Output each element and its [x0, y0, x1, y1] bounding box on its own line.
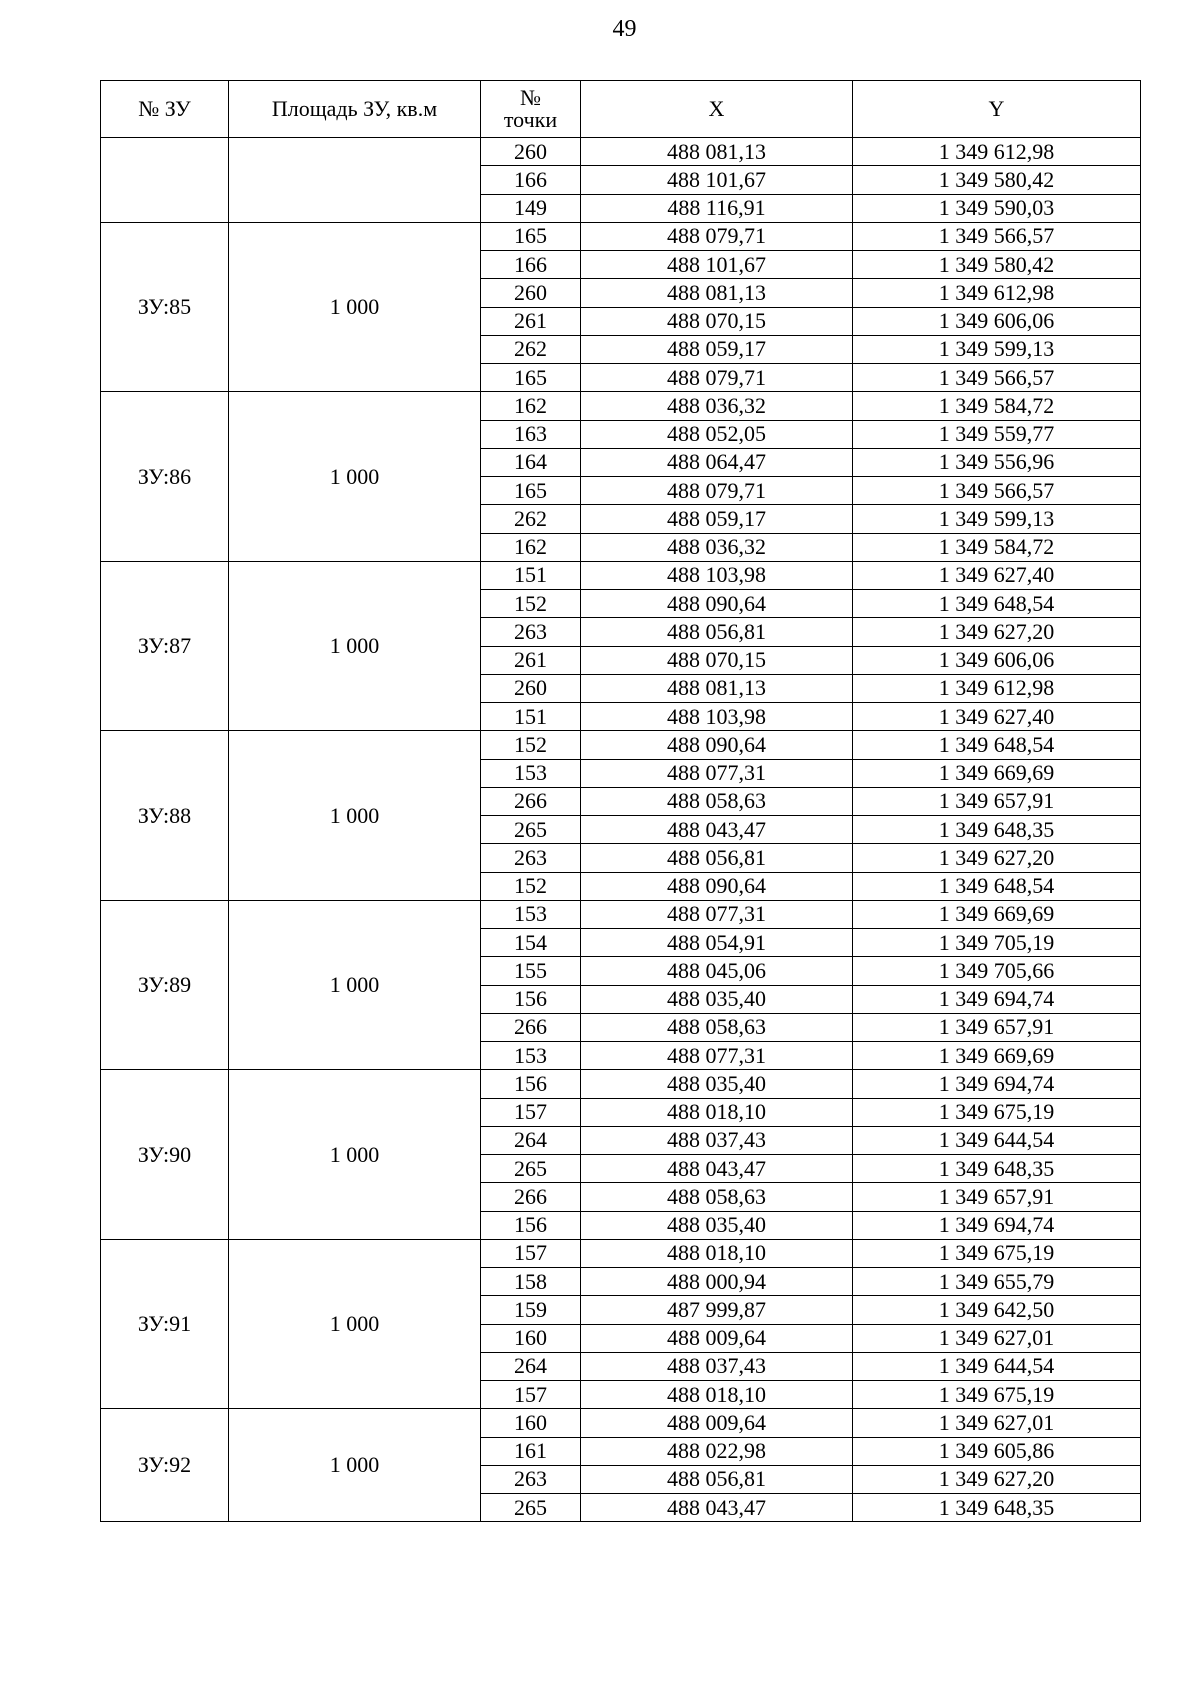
point-number-cell: 161 — [481, 1437, 581, 1465]
x-coordinate-cell: 488 070,15 — [581, 307, 853, 335]
point-number-cell: 264 — [481, 1352, 581, 1380]
x-coordinate-cell: 488 045,06 — [581, 957, 853, 985]
x-coordinate-cell: 488 043,47 — [581, 816, 853, 844]
table-row — [101, 1409, 1141, 1437]
x-coordinate-cell: 488 081,13 — [581, 138, 853, 166]
y-coordinate-cell: 1 349 669,69 — [853, 1042, 1141, 1070]
table-row — [101, 222, 1141, 250]
header-point-number — [481, 81, 581, 138]
point-number-cell: 264 — [481, 1126, 581, 1154]
zu-number-cell: ЗУ:86 — [101, 392, 229, 562]
y-coordinate-cell: 1 349 642,50 — [853, 1296, 1141, 1324]
y-coordinate-cell: 1 349 556,96 — [853, 448, 1141, 476]
x-coordinate-cell: 488 052,05 — [581, 420, 853, 448]
y-coordinate-cell: 1 349 627,20 — [853, 844, 1141, 872]
x-coordinate-cell: 488 056,81 — [581, 618, 853, 646]
point-number-cell: 151 — [481, 561, 581, 589]
x-coordinate-cell: 488 090,64 — [581, 872, 853, 900]
x-coordinate-cell: 488 081,13 — [581, 279, 853, 307]
point-number-cell: 265 — [481, 816, 581, 844]
x-coordinate-cell: 488 035,40 — [581, 1211, 853, 1239]
zu-number-cell: ЗУ:85 — [101, 222, 229, 392]
x-coordinate-cell: 488 036,32 — [581, 533, 853, 561]
header-point-word: точки — [503, 107, 558, 132]
y-coordinate-cell: 1 349 648,35 — [853, 816, 1141, 844]
y-coordinate-cell: 1 349 612,98 — [853, 138, 1141, 166]
x-coordinate-cell: 488 064,47 — [581, 448, 853, 476]
point-number-cell: 261 — [481, 307, 581, 335]
point-number-cell: 266 — [481, 1013, 581, 1041]
x-coordinate-cell: 488 056,81 — [581, 1465, 853, 1493]
x-coordinate-cell: 488 018,10 — [581, 1381, 853, 1409]
x-coordinate-cell: 488 079,71 — [581, 364, 853, 392]
x-coordinate-cell: 488 103,98 — [581, 561, 853, 589]
x-coordinate-cell: 488 037,43 — [581, 1352, 853, 1380]
y-coordinate-cell: 1 349 566,57 — [853, 222, 1141, 250]
x-coordinate-cell: 488 056,81 — [581, 844, 853, 872]
header-y: Y — [853, 81, 1141, 138]
header-zu-number: № ЗУ — [101, 81, 229, 138]
x-coordinate-cell: 488 101,67 — [581, 166, 853, 194]
x-coordinate-cell: 488 058,63 — [581, 1183, 853, 1211]
y-coordinate-cell: 1 349 612,98 — [853, 279, 1141, 307]
table-row — [101, 1070, 1141, 1098]
point-number-cell: 263 — [481, 1465, 581, 1493]
y-coordinate-cell: 1 349 599,13 — [853, 335, 1141, 363]
point-number-cell: 166 — [481, 166, 581, 194]
y-coordinate-cell: 1 349 657,91 — [853, 1013, 1141, 1041]
point-number-cell: 157 — [481, 1239, 581, 1267]
point-number-cell: 153 — [481, 759, 581, 787]
y-coordinate-cell: 1 349 644,54 — [853, 1352, 1141, 1380]
point-number-cell: 260 — [481, 279, 581, 307]
y-coordinate-cell: 1 349 669,69 — [853, 900, 1141, 928]
table-row — [101, 1239, 1141, 1267]
x-coordinate-cell: 488 018,10 — [581, 1098, 853, 1126]
table-row — [101, 900, 1141, 928]
point-number-cell: 156 — [481, 985, 581, 1013]
point-number-cell: 152 — [481, 872, 581, 900]
point-number-cell: 149 — [481, 194, 581, 222]
x-coordinate-cell: 488 043,47 — [581, 1155, 853, 1183]
y-coordinate-cell: 1 349 627,01 — [853, 1409, 1141, 1437]
x-coordinate-cell: 488 079,71 — [581, 477, 853, 505]
area-cell: 1 000 — [229, 222, 481, 392]
y-coordinate-cell: 1 349 657,91 — [853, 787, 1141, 815]
y-coordinate-cell: 1 349 705,19 — [853, 929, 1141, 957]
table-row — [101, 138, 1141, 166]
point-number-cell: 157 — [481, 1098, 581, 1126]
x-coordinate-cell: 488 009,64 — [581, 1409, 853, 1437]
table-body — [101, 138, 1141, 1522]
area-cell: 1 000 — [229, 561, 481, 731]
point-number-cell: 154 — [481, 929, 581, 957]
point-number-cell: 152 — [481, 731, 581, 759]
x-coordinate-cell: 488 018,10 — [581, 1239, 853, 1267]
point-number-cell: 156 — [481, 1070, 581, 1098]
y-coordinate-cell: 1 349 705,66 — [853, 957, 1141, 985]
y-coordinate-cell: 1 349 675,19 — [853, 1098, 1141, 1126]
point-number-cell: 266 — [481, 787, 581, 815]
x-coordinate-cell: 488 116,91 — [581, 194, 853, 222]
y-coordinate-cell: 1 349 566,57 — [853, 364, 1141, 392]
point-number-cell: 155 — [481, 957, 581, 985]
zu-number-cell: ЗУ:90 — [101, 1070, 229, 1240]
x-coordinate-cell: 488 054,91 — [581, 929, 853, 957]
point-number-cell: 260 — [481, 674, 581, 702]
x-coordinate-cell: 488 036,32 — [581, 392, 853, 420]
zu-number-cell: ЗУ:92 — [101, 1409, 229, 1522]
table-header-row — [101, 81, 1141, 138]
zu-number-cell: ЗУ:89 — [101, 900, 229, 1070]
point-number-cell: 156 — [481, 1211, 581, 1239]
y-coordinate-cell: 1 349 612,98 — [853, 674, 1141, 702]
point-number-cell: 165 — [481, 222, 581, 250]
x-coordinate-cell: 488 043,47 — [581, 1494, 853, 1522]
x-coordinate-cell: 488 103,98 — [581, 703, 853, 731]
point-number-cell: 152 — [481, 590, 581, 618]
x-coordinate-cell: 488 058,63 — [581, 787, 853, 815]
area-cell: 1 000 — [229, 731, 481, 901]
y-coordinate-cell: 1 349 580,42 — [853, 166, 1141, 194]
point-number-cell: 162 — [481, 533, 581, 561]
coordinates-table — [100, 80, 1141, 1522]
x-coordinate-cell: 488 077,31 — [581, 1042, 853, 1070]
y-coordinate-cell: 1 349 566,57 — [853, 477, 1141, 505]
x-coordinate-cell: 488 000,94 — [581, 1268, 853, 1296]
point-number-cell: 166 — [481, 251, 581, 279]
y-coordinate-cell: 1 349 694,74 — [853, 1070, 1141, 1098]
point-number-cell: 159 — [481, 1296, 581, 1324]
zu-number-cell — [101, 138, 229, 223]
point-number-cell: 262 — [481, 505, 581, 533]
point-number-cell: 263 — [481, 844, 581, 872]
x-coordinate-cell: 487 999,87 — [581, 1296, 853, 1324]
zu-number-cell: ЗУ:88 — [101, 731, 229, 901]
area-cell: 1 000 — [229, 392, 481, 562]
y-coordinate-cell: 1 349 605,86 — [853, 1437, 1141, 1465]
x-coordinate-cell: 488 009,64 — [581, 1324, 853, 1352]
y-coordinate-cell: 1 349 657,91 — [853, 1183, 1141, 1211]
y-coordinate-cell: 1 349 584,72 — [853, 533, 1141, 561]
y-coordinate-cell: 1 349 599,13 — [853, 505, 1141, 533]
area-cell: 1 000 — [229, 1239, 481, 1409]
table-row — [101, 731, 1141, 759]
y-coordinate-cell: 1 349 590,03 — [853, 194, 1141, 222]
table-row — [101, 392, 1141, 420]
header-area: Площадь ЗУ, кв.м — [229, 81, 481, 138]
point-number-cell: 263 — [481, 618, 581, 646]
x-coordinate-cell: 488 090,64 — [581, 590, 853, 618]
point-number-cell: 261 — [481, 646, 581, 674]
y-coordinate-cell: 1 349 655,79 — [853, 1268, 1141, 1296]
x-coordinate-cell: 488 059,17 — [581, 335, 853, 363]
page-number: 49 — [612, 16, 637, 42]
point-number-cell: 163 — [481, 420, 581, 448]
x-coordinate-cell: 488 079,71 — [581, 222, 853, 250]
x-coordinate-cell: 488 035,40 — [581, 1070, 853, 1098]
y-coordinate-cell: 1 349 648,54 — [853, 731, 1141, 759]
y-coordinate-cell: 1 349 648,54 — [853, 590, 1141, 618]
x-coordinate-cell: 488 081,13 — [581, 674, 853, 702]
y-coordinate-cell: 1 349 627,01 — [853, 1324, 1141, 1352]
y-coordinate-cell: 1 349 675,19 — [853, 1381, 1141, 1409]
y-coordinate-cell: 1 349 644,54 — [853, 1126, 1141, 1154]
y-coordinate-cell: 1 349 559,77 — [853, 420, 1141, 448]
y-coordinate-cell: 1 349 694,74 — [853, 985, 1141, 1013]
area-cell — [229, 138, 481, 223]
y-coordinate-cell: 1 349 648,54 — [853, 872, 1141, 900]
table-row — [101, 561, 1141, 589]
area-cell: 1 000 — [229, 1070, 481, 1240]
y-coordinate-cell: 1 349 627,40 — [853, 561, 1141, 589]
point-number-cell: 151 — [481, 703, 581, 731]
x-coordinate-cell: 488 059,17 — [581, 505, 853, 533]
x-coordinate-cell: 488 077,31 — [581, 759, 853, 787]
y-coordinate-cell: 1 349 694,74 — [853, 1211, 1141, 1239]
y-coordinate-cell: 1 349 627,20 — [853, 618, 1141, 646]
point-number-cell: 158 — [481, 1268, 581, 1296]
point-number-cell: 262 — [481, 335, 581, 363]
x-coordinate-cell: 488 058,63 — [581, 1013, 853, 1041]
point-number-cell: 260 — [481, 138, 581, 166]
point-number-cell: 153 — [481, 900, 581, 928]
x-coordinate-cell: 488 070,15 — [581, 646, 853, 674]
zu-number-cell: ЗУ:91 — [101, 1239, 229, 1409]
x-coordinate-cell: 488 077,31 — [581, 900, 853, 928]
x-coordinate-cell: 488 022,98 — [581, 1437, 853, 1465]
y-coordinate-cell: 1 349 606,06 — [853, 307, 1141, 335]
point-number-cell: 160 — [481, 1409, 581, 1437]
y-coordinate-cell: 1 349 627,40 — [853, 703, 1141, 731]
header-point-number-sign: № — [520, 85, 541, 110]
x-coordinate-cell: 488 101,67 — [581, 251, 853, 279]
point-number-cell: 165 — [481, 477, 581, 505]
x-coordinate-cell: 488 037,43 — [581, 1126, 853, 1154]
zu-number-cell: ЗУ:87 — [101, 561, 229, 731]
y-coordinate-cell: 1 349 584,72 — [853, 392, 1141, 420]
point-number-cell: 266 — [481, 1183, 581, 1211]
x-coordinate-cell: 488 035,40 — [581, 985, 853, 1013]
header-x: X — [581, 81, 853, 138]
point-number-cell: 265 — [481, 1155, 581, 1183]
y-coordinate-cell: 1 349 675,19 — [853, 1239, 1141, 1267]
area-cell: 1 000 — [229, 900, 481, 1070]
y-coordinate-cell: 1 349 669,69 — [853, 759, 1141, 787]
point-number-cell: 162 — [481, 392, 581, 420]
x-coordinate-cell: 488 090,64 — [581, 731, 853, 759]
point-number-cell: 164 — [481, 448, 581, 476]
point-number-cell: 157 — [481, 1381, 581, 1409]
point-number-cell: 153 — [481, 1042, 581, 1070]
y-coordinate-cell: 1 349 627,20 — [853, 1465, 1141, 1493]
area-cell: 1 000 — [229, 1409, 481, 1522]
y-coordinate-cell: 1 349 606,06 — [853, 646, 1141, 674]
y-coordinate-cell: 1 349 580,42 — [853, 251, 1141, 279]
y-coordinate-cell: 1 349 648,35 — [853, 1494, 1141, 1522]
y-coordinate-cell: 1 349 648,35 — [853, 1155, 1141, 1183]
point-number-cell: 160 — [481, 1324, 581, 1352]
point-number-cell: 165 — [481, 364, 581, 392]
point-number-cell: 265 — [481, 1494, 581, 1522]
